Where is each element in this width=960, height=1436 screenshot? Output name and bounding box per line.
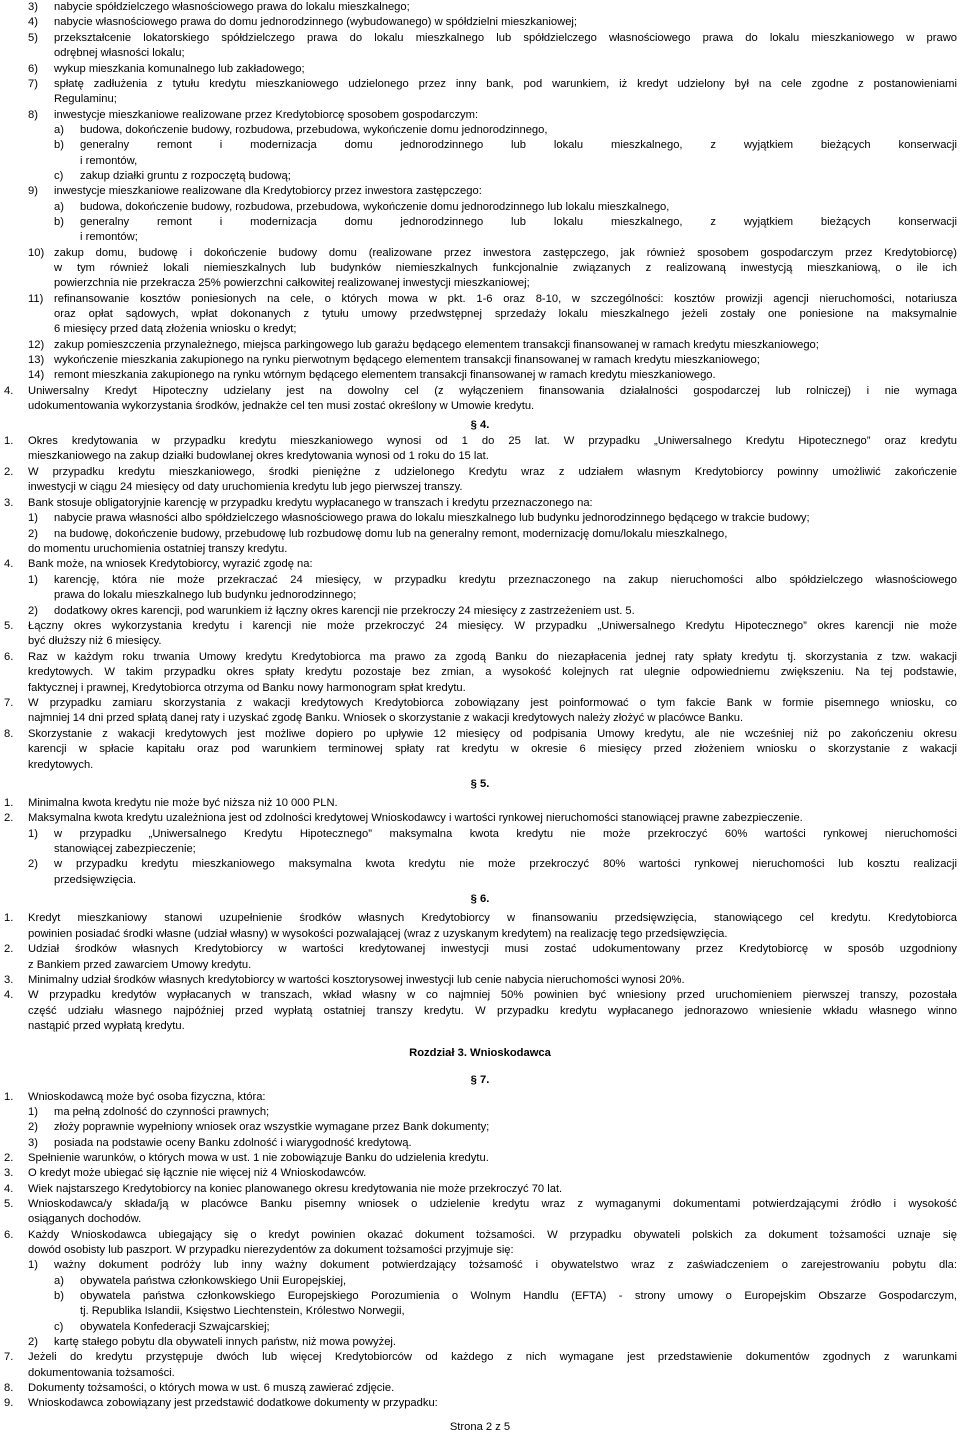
text-line: odrębnej własności lokalu; [54, 47, 185, 59]
list-number: 4. [4, 989, 14, 1001]
text-line: inwestycje mieszkaniowe realizowane przez Kredytobiorcę sposobem gospodarczym: [54, 109, 479, 121]
text-line: Spełnienie warunków, o których mowa w ust. 1 nie zobowiązuje Banku do udzielenia kredytu. [28, 1152, 489, 1164]
text-line: kredytowych. [28, 759, 94, 771]
list-number: a) [54, 1275, 64, 1287]
list-number: 3) [28, 1137, 38, 1149]
text-line: W przypadku kredytów wypłacanych w transzach, wkład własny w co najmniej 50% powinien być wniesiony przed uruchomieniem pierwszej transzy, pozostała [28, 989, 957, 1001]
list-number: 4. [4, 385, 14, 397]
list-number: 5) [28, 32, 38, 44]
text-line: Jeżeli do kredytu przystępuje dwóch lub więcej Kredytobiorców od każdego z nich wymagane jest przedstawienie dokumentów zgodnych z warunkami [28, 1351, 957, 1363]
text-line: Regulaminu; [54, 93, 117, 105]
list-number: 1. [4, 435, 14, 447]
section-heading: § 5. [470, 778, 490, 790]
text-line: budowa, dokończenie budowy, rozbudowa, przebudowa, wykończenie domu jednorodzinnego, [80, 124, 548, 136]
text-line: udokumentowania wykorzystania środków, jednakże cel ten musi zostać określony w Umowie kredytu. [28, 400, 535, 412]
text-line: generalny remont i modernizacja domu jednorodzinnego lub lokalu mieszkalnego, z wyjątkiem bieżących konserwacji [80, 139, 957, 151]
text-line: generalny remont i modernizacja domu jednorodzinnego lub lokalu mieszkalnego, z wyjątkiem bieżących konserwacji [80, 216, 957, 228]
list-number: 7. [4, 697, 14, 709]
text-line: dodatkowy okres karencji, pod warunkiem iż łączny okres karencji nie przekroczy 24 miesięcy z zastrzeżeniem ust. 5. [54, 605, 635, 617]
text-line: Maksymalna kwota kredytu uzależniona jest od zdolności kredytowej Wnioskodawcy i wartości rynkowej nieruchomości stanowiącej prawne zabezpieczenie. [28, 812, 803, 824]
text-line: Udział środków własnych Kredytobiorcy w wartości kredytowanej inwestycji musi zostać udokumentowany przez Kredytobiorcę w sposób uzgodniony [28, 943, 957, 955]
text-line: W przypadku kredytu mieszkaniowego, środki pieniężne z udzielonego Kredytu wraz z udziałem własnym Kredytobiorcy powinny umożliwić zakończenie [28, 466, 957, 478]
text-line: Okres kredytowania w przypadku kredytu mieszkaniowego wynosi od 1 do 25 lat. W przypadku „Uniwersalnego Kredytu Hipotecznego” oraz kredytu [28, 435, 957, 447]
list-number: b) [54, 1290, 64, 1302]
text-line: dokumentowania tożsamości. [28, 1367, 175, 1379]
text-line: przekształcenie lokatorskiego spółdzielczego prawa do lokalu mieszkalnego lub spółdzielczego własnościowego prawa do lokalu mieszkaniowego w prawo [54, 32, 957, 44]
text-line: Wnioskodawca/y składa/ją w placówce Banku pisemny wniosek o udzielenie kredytu wraz z wymaganymi dokumentami potwierdzającymi źródło i wysokość [28, 1198, 957, 1210]
text-line: z Bankiem przed zawarciem Umowy kredytu. [28, 959, 252, 971]
text-line: Minimalna kwota kredytu nie może być niższa niż 10 000 PLN. [28, 797, 338, 809]
text-line: na budowę, dokończenie budowy, przebudowę lub rozbudowę domu lub na generalny remont, modernizację domu/lokalu mieszkalnego, [54, 528, 728, 540]
section-heading: § 7. [470, 1074, 490, 1086]
text-line: zakup domu, budowę i dokończenie budowy domu (realizowane przez inwestora zastępczego, jak również sposobem gospodarczym przez Kredytobiorcę) [54, 247, 957, 259]
text-line: Minimalny udział środków własnych kredytobiorcy w wartości kosztorysowej inwestycji lub cenie nabycia nieruchomości wynosi 20%. [28, 974, 685, 986]
list-number: 9) [28, 185, 38, 197]
text-line: nabycie spółdzielczego własnościowego prawa do lokalu mieszkalnego; [54, 1, 410, 13]
list-number: c) [54, 170, 64, 182]
text-line: część udziału własnego najpóźniej przed wypłatą ostatniej transzy kredytu. W przypadku kredytu wypłacanego jednorazowo wniesienie wkładu własnego winno [28, 1005, 957, 1017]
text-line: obywatela państwa członkowskiego Unii Europejskiej, [80, 1275, 347, 1287]
text-line: przedsięwzięcia. [54, 874, 137, 886]
list-number: 7. [4, 1351, 14, 1363]
text-line: w przypadku kredytu mieszkaniowego maksymalna kwota kredytu nie może przekroczyć 80% wartości rynkowej nieruchomości lub kosztu realizacji [54, 858, 957, 870]
text-line: kredytowych. W takim przypadku okres spłaty kredytu pozostaje bez zmian, a wysokość kolejnych rat ulegnie odpowiedniemu zwiększeniu. Na tej podstawie, [28, 666, 957, 678]
list-number: 7) [28, 78, 38, 90]
page-footer: Strona 2 z 5 [449, 1421, 511, 1433]
text-line: obywatela państwa członkowskiego Europejskiego Porozumienia o Wolnym Handlu (EFTA) - strony umowy o Europejskim Obszarze Gospodarczym, [80, 1290, 957, 1302]
list-number: 2) [28, 605, 38, 617]
list-number: 10) [28, 247, 45, 259]
text-line: obywatela Konfederacji Szwajcarskiej; [80, 1321, 270, 1333]
list-number: 1. [4, 912, 14, 924]
text-line: powierzchnia nie przekracza 25% powierzchni całkowitej realizowanej inwestycji mieszkaniowej; [54, 277, 530, 289]
text-line: O kredyt może ubiegać się łącznie nie więcej niż 4 Wnioskodawców. [28, 1167, 367, 1179]
text-line: i remontów, [80, 155, 138, 167]
text-line: ważny dokument podróży lub inny ważny dokument potwierdzający tożsamość i obywatelstwo wraz z zaświadczeniem o zarejestrowaniu pobytu dla: [54, 1259, 957, 1271]
list-number: 2) [28, 1121, 38, 1133]
text-line: i remontów; [80, 231, 138, 243]
list-number: 3) [28, 1, 38, 13]
text-line: refinansowanie kosztów poniesionych na cele, o których mowa w pkt. 1-6 oraz 8-10, w szczególności: kosztów prowizji agencji nieruchomości, notariusza [54, 293, 957, 305]
text-line: Raz w każdym roku trwania Umowy kredytu Kredytobiorca ma prawo za zgodą Banku do niezapłacenia jednej raty spłaty kredytu tj. skorzystania z tzw. wakacji [28, 651, 957, 663]
text-line: wykończenie mieszkania zakupionego na rynku pierwotnym będącego elementem transakcji finansowanej w ramach kredytu mieszkaniowego; [54, 354, 760, 366]
list-number: 5. [4, 1198, 14, 1210]
text-line: budowa, dokończenie budowy, rozbudowa, przebudowa, wykończenie domu jednorodzinnego lub lokalu mieszkalnego, [80, 201, 670, 213]
section-heading: § 6. [470, 893, 490, 905]
list-number: a) [54, 124, 64, 136]
text-line: ma pełną zdolność do czynności prawnych; [54, 1106, 270, 1118]
list-number: 13) [28, 354, 45, 366]
text-line: Skorzystanie z wakacji kredytowych jest możliwe dopiero po upływie 12 miesięcy od podpisania Umowy kredytu, ale nie wcześniej niż po zakończeniu okresu [28, 728, 957, 740]
text-line: w tym również lokali niemieszkalnych lub budynków niemieszkalnych funkcjonalnie związanych z realizowaną inwestycją mieszkaniową, o ile ich [54, 262, 957, 274]
text-line: Każdy Wnioskodawca ubiegający się o kredyt powinien okazać dokument tożsamości. W przypadku obywateli polskich za dokument tożsamości uznaje się [28, 1229, 957, 1241]
list-number: 14) [28, 369, 45, 381]
list-number: 2. [4, 943, 14, 955]
text-line: faktycznej i prawnej, Kredytobiorca otrzyma od Banku nowy harmonogram spłat kredytu. [28, 682, 466, 694]
list-number: 2. [4, 466, 14, 478]
list-number: 6. [4, 651, 14, 663]
list-number: 6. [4, 1229, 14, 1241]
text-line: Łączny okres wykorzystania kredytu i karencji nie może przekroczyć 24 miesięcy. W przypadku „Uniwersalnego Kredytu Hipotecznego” okres karencji nie może [28, 620, 957, 632]
text-line: karencji w spłacie kapitału oraz pod warunkiem terminowej spłaty rat kredytu w okresie 6 miesięcy przed złożeniem wniosku o skorzystanie z wakacji [28, 743, 957, 755]
list-number: 8. [4, 1382, 14, 1394]
list-number: 3. [4, 1167, 14, 1179]
text-line: do momentu uruchomienia ostatniej transzy kredytu. [28, 543, 288, 555]
list-number: 12) [28, 339, 45, 351]
list-number: 3. [4, 974, 14, 986]
list-number: 1) [28, 828, 38, 840]
text-line: nastąpić przed wypłatą kredytu. [28, 1020, 185, 1032]
list-number: 1) [28, 512, 38, 524]
text-line: kartę stałego pobytu dla obywateli innych państw, niż mowa powyżej. [54, 1336, 397, 1348]
text-line: Wnioskodawcą może być osoba fizyczna, która: [28, 1091, 266, 1103]
text-line: wykup mieszkania komunalnego lub zakładowego; [54, 63, 305, 75]
text-line: w przypadku „Uniwersalnego Kredytu Hipotecznego” maksymalna kwota kredytu nie może przekroczyć 60% wartości rynkowej nieruchomości [54, 828, 957, 840]
list-number: 2. [4, 812, 14, 824]
text-line: osiąganych dochodów. [28, 1213, 142, 1225]
text-line: mieszkaniowego na zakup działki budowlanej okres kredytowania wynosi od 1 roku do 15 lat. [28, 450, 489, 462]
list-number: 2) [28, 858, 38, 870]
list-number: 1) [28, 574, 38, 586]
list-number: 4. [4, 558, 14, 570]
text-line: powinien posiadać środki własne (udział własny) w wysokości pozwalającej (wraz z uzyskanym kredytem) na realizację tego przedsięwzięcia. [28, 928, 728, 940]
list-number: 9. [4, 1397, 14, 1409]
text-line: dowód osobisty lub paszport. W przypadku nierezydentów za dokument tożsamości przyjmuje się: [28, 1244, 514, 1256]
list-number: 11) [28, 293, 44, 305]
text-line: nabycie własnościowego prawa do domu jednorodzinnego (wybudowanego) w spółdzielni mieszkaniowej; [54, 16, 578, 28]
text-line: stanowiącej zabezpieczenie; [54, 843, 196, 855]
text-line: posiada na podstawie oceny Banku zdolność i wiarygodność kredytową. [54, 1137, 412, 1149]
list-number: 8) [28, 109, 38, 121]
section-heading: § 4. [470, 419, 490, 431]
text-line: Bank może, na wniosek Kredytobiorcy, wyrazić zgodę na: [28, 558, 313, 570]
list-number: 5. [4, 620, 14, 632]
list-number: 4) [28, 16, 38, 28]
text-line: W przypadku zamiaru skorzystania z wakacji kredytowych Kredytobiorca zobowiązany jest poinformować o tym fakcie Bank w formie pisemnego wniosku, co [28, 697, 957, 709]
text-line: Uniwersalny Kredyt Hipoteczny udzielany jest na dowolny cel (z wyłączeniem finansowania działalności gospodarczej lub rolniczej) i nie wymaga [28, 385, 957, 397]
list-number: a) [54, 201, 64, 213]
list-number: b) [54, 216, 64, 228]
text-line: 6 miesięcy przed datą złożenia wniosku o kredyt; [54, 323, 297, 335]
text-line: karencję, która nie może przekraczać 24 miesięcy, w przypadku kredytu przeznaczonego na zakup nieruchomości albo spółdzielczego własnościowego [54, 574, 957, 586]
list-number: 2) [28, 1336, 38, 1348]
list-number: 2) [28, 528, 38, 540]
text-line: spłatę zadłużenia z tytułu kredytu mieszkaniowego udzielonego przez inny bank, pod warunkiem, iż kredyt udzielony był na cele zgodne z postanowieniami [54, 78, 957, 90]
text-line: tj. Republika Islandii, Księstwo Liechtenstein, Królestwo Norwegii, [80, 1305, 405, 1317]
list-number: 2. [4, 1152, 14, 1164]
list-number: 3. [4, 497, 14, 509]
text-line: inwestycji w ciągu 24 miesięcy od daty uruchomienia kredytu lub jego pierwszej transzy. [28, 481, 463, 493]
list-number: c) [54, 1321, 64, 1333]
text-line: oraz opłat sądowych, wpłat dokonanych z tytułu umowy przedwstępnej sprzedaży lokalu mieszkalnego jeżeli zostały one poniesione na maksymalnie [54, 308, 957, 320]
text-line: remont mieszkania zakupionego na rynku wtórnym będącego elementem transakcji finansowanej w ramach kredytu mieszkaniowego. [54, 369, 716, 381]
text-line: Wnioskodawca zobowiązany jest przedstawić dodatkowe dokumenty w przypadku: [28, 1397, 438, 1409]
text-line: być dłuższy niż 6 miesięcy. [28, 635, 162, 647]
text-line: Bank stosuje obligatoryjnie karencję w przypadku kredytu wypłacanego w transzach i kredytu przeznaczonego na: [28, 497, 593, 509]
text-line: zakup pomieszczenia przynależnego, miejsca parkingowego lub garażu będącego elementem transakcji finansowanej w ramach kredytu mieszkaniowego; [54, 339, 819, 351]
text-line: zakup działki gruntu z rozpoczętą budową; [80, 170, 291, 182]
list-number: b) [54, 139, 64, 151]
text-line: Dokumenty tożsamości, o których mowa w ust. 6 muszą zawierać zdjęcie. [28, 1382, 395, 1394]
text-line: najmniej 14 dni przed spłatą danej raty i uzyskać zgodę Banku. Wniosek o skorzystanie z wakacji kredytowych należy złożyć w placówce Banku. [28, 712, 744, 724]
list-number: 8. [4, 728, 14, 740]
list-number: 4. [4, 1183, 14, 1195]
text-line: prawa do lokalu mieszkalnego lub budynku jednorodzinnego; [54, 589, 357, 601]
text-line: Wiek najstarszego Kredytobiorcy na koniec planowanego okresu kredytowania nie może przekroczyć 70 lat. [28, 1183, 563, 1195]
text-line: nabycie prawa własności albo spółdzielczego własnościowego prawa do lokalu mieszkalnego lub budynku jednorodzinnego będącego w trakcie budowy; [54, 512, 810, 524]
list-number: 1) [28, 1259, 38, 1271]
list-number: 1. [4, 1091, 14, 1103]
text-line: Kredyt mieszkaniowy stanowi uzupełnienie środków własnych Kredytobiorcy w finansowaniu przedsięwzięcia, stanowiącego cel kredytu. Kredytobiorca [28, 912, 957, 924]
list-number: 1. [4, 797, 14, 809]
list-number: 6) [28, 63, 38, 75]
chapter-heading: Rozdział 3. Wnioskodawca [409, 1047, 551, 1059]
text-line: inwestycje mieszkaniowe realizowane dla Kredytobiorcy przez inwestora zastępczego: [54, 185, 482, 197]
list-number: 1) [28, 1106, 38, 1118]
text-line: złoży poprawnie wypełniony wniosek oraz wszystkie wymagane przez Bank dokumenty; [54, 1121, 490, 1133]
